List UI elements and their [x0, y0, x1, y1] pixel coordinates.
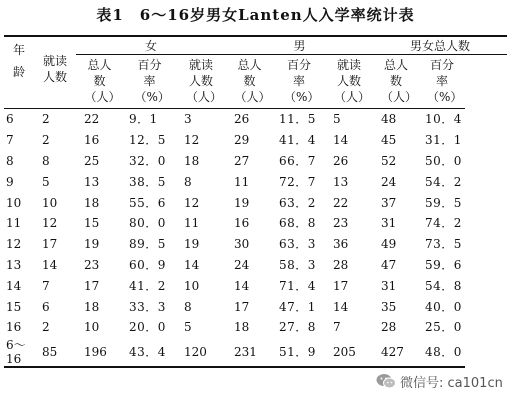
table-cell: 12: [184, 133, 200, 148]
table-cell: 74．2: [425, 216, 462, 231]
table-cell: 12．5: [129, 133, 166, 148]
table-cell: 7: [333, 320, 341, 335]
table-row: [4, 275, 507, 296]
table-row: [4, 338, 507, 367]
header-male-total: [226, 55, 273, 109]
table-cell: 89．5: [129, 237, 166, 252]
header-enrolled: [34, 36, 76, 109]
header-combined-percent-label: 百分率（%）: [427, 58, 463, 104]
watermark: [376, 369, 503, 393]
table-cell: 9．1: [129, 112, 158, 127]
table-cell: 22: [333, 195, 349, 210]
header-male-total-label: 总人数（人）: [234, 58, 271, 104]
table-cell: 72．7: [279, 174, 316, 189]
header-male: 男: [226, 36, 373, 55]
table-cell: 30: [234, 237, 250, 252]
table-cell: 11: [6, 216, 22, 231]
table-cell: 31: [381, 278, 397, 293]
table-cell: 47: [381, 257, 397, 272]
table-row: [4, 317, 507, 338]
table-cell: 11: [234, 174, 250, 189]
table-row: [4, 234, 507, 255]
table-cell: 31: [381, 216, 397, 231]
table-cell: 14: [6, 278, 22, 293]
table-cell: 55．6: [129, 195, 166, 210]
table-row: [4, 109, 507, 130]
table-cell: 28: [333, 257, 349, 272]
table-cell: 14: [42, 257, 58, 272]
table-cell: 7: [42, 278, 50, 293]
table-cell: 2: [42, 112, 50, 127]
table-cell: 231: [226, 338, 273, 367]
table-cell: 66．7: [279, 153, 316, 168]
table-cell: 5: [42, 174, 50, 189]
table-cell: 14: [333, 133, 349, 148]
table-cell: 25．0: [425, 320, 462, 335]
table-cell: 3: [184, 112, 192, 127]
header-combined-enrolled: [325, 55, 373, 109]
header-age-label: 年龄: [12, 43, 25, 79]
table-cell: 5: [184, 320, 192, 335]
table-body: [4, 109, 507, 367]
header-female-percent-label: 百分率（%）: [134, 58, 170, 104]
table-cell: 10: [42, 195, 58, 210]
table-cell: 27．8: [279, 320, 316, 335]
table-cell: 9: [6, 174, 14, 189]
table-cell: 17: [333, 278, 349, 293]
table-cell: 49: [381, 237, 397, 252]
table-cell: 16: [84, 133, 100, 148]
table-title: 表1 6～16岁男女Lanten人入学率统计表: [96, 6, 415, 24]
table-row: [4, 255, 507, 276]
table-cell: 15: [84, 216, 100, 231]
header-male-percent-label: 百分率（%）: [284, 58, 320, 104]
table-cell: 80．0: [129, 216, 166, 231]
table-cell: 33．3: [129, 299, 166, 314]
header-female-percent: [123, 55, 176, 109]
table-cell: 52: [381, 153, 397, 168]
enrollment-table: [4, 35, 507, 368]
table-cell: 22: [84, 112, 100, 127]
table-cell: 14: [234, 278, 250, 293]
table-row: [4, 171, 507, 192]
table-cell: 19: [234, 195, 250, 210]
table-cell: 8: [184, 299, 192, 314]
table-cell: 8: [184, 174, 192, 189]
table-cell: 58．3: [279, 257, 316, 272]
table-cell: 5: [333, 112, 341, 127]
table-cell: 29: [234, 133, 250, 148]
wechat-icon: [376, 373, 396, 389]
table-cell: 59．6: [425, 257, 462, 272]
header-female-total: [76, 55, 123, 109]
table-cell: 120: [176, 338, 226, 367]
header-combined-total: [373, 55, 419, 109]
table-cell: 73．5: [425, 237, 462, 252]
table-cell: 36: [333, 237, 349, 252]
table-cell: 24: [234, 257, 250, 272]
table-cell: 45: [381, 133, 397, 148]
table-cell: 16: [234, 216, 250, 231]
table-cell: 10．4: [425, 112, 462, 127]
table-cell: 16: [6, 320, 22, 335]
table-row: [4, 192, 507, 213]
header-male-enrolled: [176, 55, 226, 109]
table-row: [4, 213, 507, 234]
table-cell: 18: [84, 195, 100, 210]
table-cell: 24: [381, 174, 397, 189]
table-cell: 26: [234, 112, 250, 127]
header-combined-enrolled-label: 就读人数（人）: [334, 58, 371, 104]
table-cell: 38．5: [129, 174, 166, 189]
table-cell: 23: [84, 257, 100, 272]
header-female: 女: [76, 36, 226, 55]
header-combined: 男女总人数: [373, 36, 507, 55]
table-cell: 48: [381, 112, 397, 127]
table-cell: 27: [234, 153, 250, 168]
table-cell: 41．2: [129, 278, 166, 293]
table-cell: 28: [381, 320, 397, 335]
table-cell: 60．9: [129, 257, 166, 272]
table-cell: 2: [42, 320, 50, 335]
table-cell: 63．2: [279, 195, 316, 210]
table-cell: 23: [333, 216, 349, 231]
table-cell: 2: [42, 133, 50, 148]
table-cell: 47．1: [279, 299, 316, 314]
table-cell: 19: [184, 237, 200, 252]
table-cell: 7: [6, 133, 14, 148]
table-cell: 17: [42, 237, 58, 252]
table-row: [4, 130, 507, 151]
table-cell: 71．4: [279, 278, 316, 293]
table-cell: 12: [184, 195, 200, 210]
table-cell: 25: [84, 153, 100, 168]
table-cell: 10: [84, 320, 100, 335]
table-cell: 35: [381, 299, 397, 314]
table-cell: 26: [333, 153, 349, 168]
table-cell: 43．4: [123, 338, 176, 367]
table-cell: 19: [84, 237, 100, 252]
table-cell: 63．3: [279, 237, 316, 252]
table-cell: 10: [6, 195, 22, 210]
table-row: [4, 296, 507, 317]
table-cell: 11．5: [279, 112, 316, 127]
table-cell: 17: [84, 278, 100, 293]
table-cell: 41．4: [279, 133, 316, 148]
header-age: [4, 36, 34, 109]
header-combined-percent: [419, 55, 465, 109]
table-row: [4, 151, 507, 172]
table-cell: 54．8: [425, 278, 462, 293]
table-cell: 31．1: [425, 133, 462, 148]
table-cell: 427: [373, 338, 419, 367]
header-male-enrolled-label: 就读人数（人）: [186, 58, 223, 104]
header-enrolled-label: 就读人数: [42, 54, 67, 84]
table-cell: 50．0: [425, 153, 462, 168]
table-cell: 6: [6, 112, 14, 127]
table-cell: 14: [184, 257, 200, 272]
table-cell: 20．0: [129, 320, 166, 335]
table-cell: 18: [84, 299, 100, 314]
table-cell: 8: [42, 153, 50, 168]
table-cell: 11: [184, 216, 200, 231]
table-cell: 32．0: [129, 153, 166, 168]
table-cell: 10: [184, 278, 200, 293]
table-cell: 6～16: [4, 338, 34, 367]
table-cell: 15: [6, 299, 22, 314]
table-cell: 37: [381, 195, 397, 210]
table-cell: 196: [76, 338, 123, 367]
header-male-percent: [273, 55, 325, 109]
table-cell: 13: [333, 174, 349, 189]
table-cell: 13: [6, 257, 22, 272]
table-cell: 13: [84, 174, 100, 189]
table-cell: 18: [234, 320, 250, 335]
table-cell: 6: [42, 299, 50, 314]
table-cell: 85: [34, 338, 76, 367]
table-cell: 12: [6, 237, 22, 252]
table-cell: 40．0: [425, 299, 462, 314]
header-combined-total-label: 总人数（人）: [381, 58, 418, 104]
table-cell: 59．5: [425, 195, 462, 210]
header-female-total-label: 总人数（人）: [84, 58, 121, 104]
table-cell: 14: [333, 299, 349, 314]
watermark-text: 微信号: ca101cn: [400, 375, 503, 391]
table-cell: 205: [325, 338, 373, 367]
table-cell: 51．9: [273, 338, 325, 367]
table-cell: 48．0: [419, 338, 465, 367]
table-cell: 68．8: [279, 216, 316, 231]
table-cell: 12: [42, 216, 58, 231]
table-cell: 54．2: [425, 174, 462, 189]
table-cell: 8: [6, 153, 14, 168]
table-cell: 17: [234, 299, 250, 314]
table-cell: 18: [184, 153, 200, 168]
